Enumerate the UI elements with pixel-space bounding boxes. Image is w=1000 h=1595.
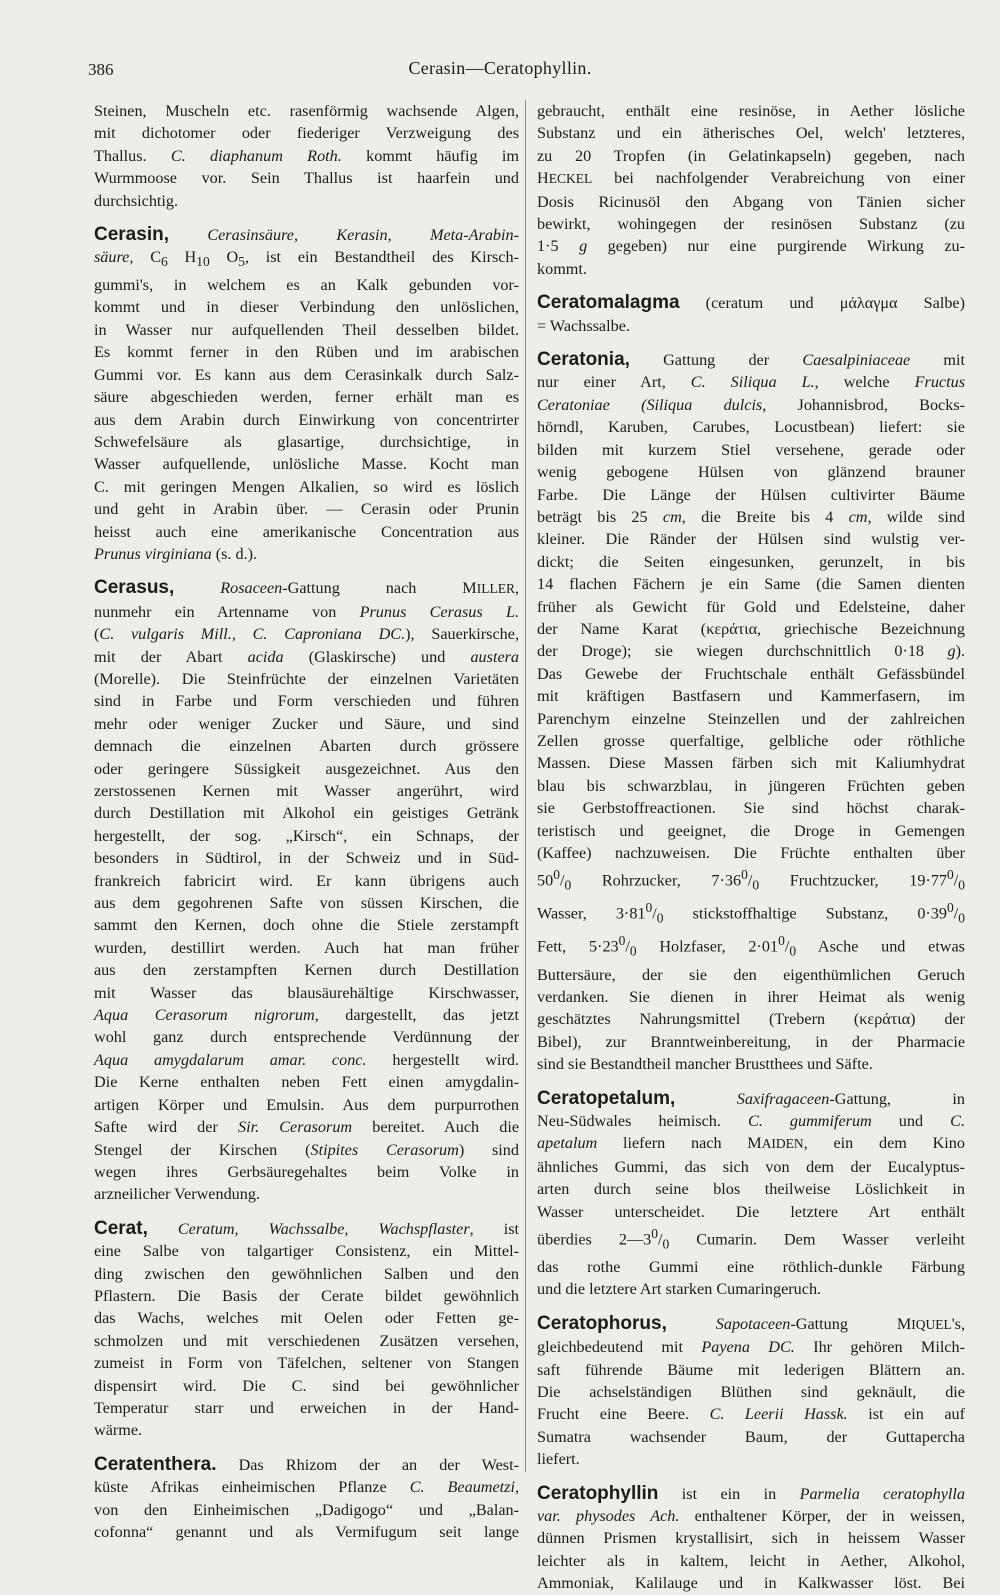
paragraph-gap	[94, 212, 519, 224]
paragraph-gap	[94, 1206, 519, 1218]
text-line: blau bis schwarzblau, in jüngeren Früchten geben	[537, 776, 965, 795]
text-line: Ceratoniae (Siliqua dulcis, Johannisbrod, Bocks-	[537, 395, 966, 414]
text-line: und die letztere Art starken Cumaringeruch.	[537, 1280, 822, 1299]
text-line: in Wasser nur aufquellenden Theil desselben bildet.	[94, 320, 519, 339]
text-line: C. mit geringen Mengen Alkalien, so wird es löslich	[94, 477, 519, 496]
text-line: Aqua amygdalarum amar. conc. hergestellt wird.	[94, 1050, 519, 1069]
text-line: cofonna“ genannt und als Vermifugum seit lange	[94, 1523, 519, 1542]
text-line: demnach die einzelnen Abarten durch grössere	[94, 737, 519, 756]
text-line: 14 flachen Fächern je ein Same (die Samen dienten	[537, 575, 965, 594]
text-line: Ceratophorus, Sapotaceen-Gattung MIQUEL's,	[537, 1312, 965, 1334]
text-line: Wasser aufquellende, unlösliche Masse. Kocht man	[94, 455, 519, 474]
text-line: wegen ihres Gerbsäuregehaltes beim Volke in	[94, 1162, 519, 1181]
text-line: Neu-Südwales heimisch. C. gummiferum und C.	[537, 1111, 965, 1130]
text-line: ding zwischen den gewöhnlichen Salben und den	[94, 1264, 519, 1283]
text-line: Cerasin, Cerasinsäure, Kerasin, Meta-Arabin-	[94, 224, 519, 246]
text-line: nur einer Art, C. Siliqua L., welche Fructus	[537, 373, 965, 392]
paragraph-gap	[94, 565, 519, 577]
text-line: wärme.	[94, 1421, 143, 1440]
text-line: durchsichtig.	[94, 191, 179, 210]
text-line: zumeist in Form von Täfelchen, seltener von Stangen	[94, 1354, 519, 1373]
text-line: Stengel der Kirschen (Stipites Cerasorum) sind	[94, 1140, 519, 1159]
text-line: liefert.	[537, 1450, 580, 1469]
text-line: gebraucht, enthält eine resinöse, in Aether lösliche	[537, 102, 965, 120]
text-line: säure abgeschieden werden, ferner erhält man es	[94, 388, 519, 407]
paragraph-gap	[537, 1301, 965, 1313]
text-line: Substanz und ein ätherisches Oel, welch' letzteres,	[537, 124, 965, 143]
text-line: gleichbedeutend mit Payena DC. Ihr gehören Milch-	[537, 1338, 965, 1357]
text-line: aus den zerstampften Kernen durch Destillation	[94, 961, 519, 980]
text-line: Wasser unterscheidet. Die letztere Art enthält	[537, 1202, 965, 1221]
text-line: Sumatra wachsender Baum, der Guttapercha	[537, 1427, 965, 1446]
text-line: aus dem gegohrenen Safte von süssen Kirschen, die	[94, 894, 519, 913]
text-line: Cerasus, Rosaceen-Gattung nach MILLER,	[94, 577, 519, 599]
text-line: Buttersäure, der sie den eigenthümlichen Geruch	[537, 965, 965, 984]
text-line: Ceratonia, Gattung der Caesalpiniaceae mit	[537, 349, 965, 371]
text-line: Schwefelsäure als glasartige, durchsichtige, in	[94, 432, 519, 451]
text-line: gummi's, in welchem es an Kalk gebunden vor-	[94, 276, 519, 295]
text-line: Bibel), zur Branntweinbereitung, in der Pharmacie	[537, 1032, 965, 1051]
text-line: Zellen grosse querfaltige, gelbliche oder röthliche	[537, 731, 965, 750]
text-line: küste Afrikas einheimischen Pflanze C. Beaumetzi,	[94, 1478, 520, 1497]
text-line: frankreich fabricirt wird. Er kann übrigens auch	[94, 871, 519, 890]
text-line: dispensirt wird. Die C. sind bei gewöhnlicher	[94, 1376, 519, 1395]
text-line: saft führende Bäume mit lederigen Blättern an.	[537, 1360, 965, 1379]
right-column	[537, 100, 965, 1595]
text-line: Pflastern. Die Basis der Cerate bildet gewöhnlich	[94, 1286, 519, 1305]
text-line: zerstossenen Kernen mit Wasser angerührt, wird	[94, 782, 519, 801]
text-line: wurden, destillirt werden. Auch hat man früher	[94, 938, 519, 957]
text-line: heisst auch eine amerikanische Concentration aus	[94, 522, 519, 541]
paragraph-gap	[537, 280, 965, 292]
text-line: mehr oder weniger Zucker und Säure, und sind	[94, 714, 519, 733]
text-line: bilden mit kurzem Stiel versehene, gerade oder	[537, 440, 965, 459]
text-line: arzneilicher Verwendung.	[94, 1185, 260, 1204]
text-line: Prunus virginiana (s. d.).	[94, 544, 258, 563]
text-line: überdies $2—3^0/_0$ Cumarin. Dem Wasser verleiht	[537, 1225, 965, 1252]
text-line: Ceratopetalum, Saxifragaceen-Gattung, in	[537, 1087, 965, 1109]
text-line: sind in Farbe und Form verschieden und führen	[94, 692, 519, 711]
text-line: (Morelle). Die Steinfrüchte der einzelnen Varietäten	[94, 669, 519, 688]
text-line: Aqua Cerasorum nigrorum, dargestellt, das jetzt	[94, 1006, 519, 1025]
text-line: Dosis Ricinusöl den Abgang von Tänien sicher	[537, 192, 965, 211]
text-line: mit Wasser das blausäurehältige Kirschwasser,	[94, 983, 519, 1002]
text-line: Ammoniak, Kalilauge und in Kalkwasser löst. Bei	[537, 1574, 965, 1593]
text-line: durch Destillation mit Alkohol ein geistiges Getränk	[94, 804, 519, 823]
text-line: mit dichotomer oder fiederiger Verzweigung des	[94, 124, 519, 143]
text-line: zu 20 Tropfen (in Gelatinkapseln) gegeben, nach	[537, 146, 965, 165]
text-line: HECKEL bei nachfolgender Verabreichung von einer	[537, 169, 965, 188]
text-line: Safte wird der Sir. Cerasorum bereitet. Auch die	[94, 1118, 519, 1137]
text-line: Parenchym einzelne Steinzellen und der zahlreichen	[537, 709, 965, 728]
text-line: apetalum liefern nach MAIDEN, ein dem Kino	[537, 1134, 965, 1153]
text-line: Massen. Diese Massen färben sich mit Kaliumhydrat	[537, 754, 965, 773]
text-line: von den Einheimischen „Dadigogo“ und „Balan-	[94, 1500, 519, 1519]
text-line: der Name Karat (κεράτια, griechische Bezeichnung	[537, 619, 965, 638]
text-line: säure, $C_6$ $H_{10}$ $O_5$, ist ein Bestandtheil des Kirsch-	[94, 248, 519, 270]
text-line: das Wachs, welches mit Oelen oder Fetten ge-	[94, 1309, 519, 1328]
text-line: = Wachssalbe.	[537, 316, 630, 335]
text-line: Ceratomalagma (ceratum und μάλαγμα Salbe)	[537, 292, 965, 314]
text-line: Die achselständigen Blüthen sind geknäult, die	[537, 1383, 965, 1402]
text-line: Ceratophyllin ist ein in Parmelia ceratophylla	[537, 1482, 965, 1504]
text-line: $50^0/_0$ Rohrzucker, $7\cdot 36^0/_0$ Fruchtzucker, $19\cdot 77^0/_0$	[537, 867, 966, 894]
text-line: wenig gebogene Hülsen von glänzend brauner	[537, 463, 965, 482]
text-line: sammt den Kernen, doch ohne die Stiele zerstampft	[94, 916, 519, 935]
text-line: hörndl, Karuben, Carubes, Locustbean) liefert: sie	[537, 418, 965, 437]
text-line: (Kaffee) nachzuweisen. Die Früchte enthalten über	[537, 844, 965, 862]
text-line: Das Gewebe der Fruchtschale enthält Gefässbündel	[537, 664, 965, 683]
text-line: nunmehr ein Artenname von Prunus Cerasus L.	[94, 602, 519, 621]
text-line: Thallus. C. diaphanum Roth. kommt häufig im	[94, 146, 520, 165]
text-line: dünnen Prismen krystallisirt, sich in heissem Wasser	[537, 1529, 965, 1548]
text-line: 1·5 g gegeben) nur eine purgirende Wirkung zu-	[537, 237, 966, 256]
text-line: mit der Abart acida (Glaskirsche) und austera	[94, 647, 520, 666]
text-line: sind sie Bestandtheil mancher Brustthees und Säfte.	[537, 1055, 873, 1074]
text-line: Temperatur starr und erweichen in der Hand-	[94, 1398, 519, 1417]
text-line: der Droge); sie wiegen durchschnittlich 0·18 g).	[537, 642, 965, 661]
text-line: Farbe. Die Länge der Hülsen cultivirter Bäume	[537, 485, 965, 504]
text-line: (C. vulgaris Mill., C. Caproniana DC.), Sauerkirsche,	[94, 625, 519, 644]
text-line: sie Gerbstoffreactionen. Sie sind höchst charak-	[537, 799, 965, 818]
text-line: Fett, $5\cdot 23^0/_0$ Holzfaser, $2\cdot 01^0/_0$ Asche und etwas	[537, 933, 965, 960]
text-line: var. physodes Ach. enthaltener Körper, der in weissen,	[537, 1507, 965, 1526]
text-line: mit kräftigen Bastfasern und Kammerfasern, im	[537, 687, 965, 706]
text-line: arten durch seine blos theilweise Löslichkeit in	[537, 1180, 965, 1199]
text-line: eine Salbe von talgartiger Consistenz, ein Mittel-	[94, 1242, 519, 1261]
text-line: Frucht eine Beere. C. Leerii Hassk. ist ein auf	[537, 1405, 965, 1424]
text-line: hergestellt, der sog. „Kirsch“, ein Schnaps, der	[94, 826, 519, 845]
text-line: das rothe Gummi eine röthlich-dunkle Färbung	[537, 1258, 965, 1276]
text-line: kommt.	[537, 259, 587, 278]
paragraph-gap	[537, 1471, 965, 1483]
text-line: Cerat, Ceratum, Wachssalbe, Wachspflaster, ist	[94, 1217, 519, 1239]
text-line: wohl ganz durch entsprechende Verdünnung der	[94, 1028, 519, 1047]
text-line: Die Kerne enthalten neben Fett einen amygdalin-	[94, 1073, 519, 1092]
text-line: geschätztes Nahrungsmittel (Trebern (κεράτια) der	[537, 1010, 965, 1029]
text-line: dickt; die Seiten eingesunken, gerunzelt, in bis	[537, 552, 965, 571]
text-line: ähnliches Gummi, das sich von dem der Eucalyptus-	[537, 1157, 965, 1176]
text-line: schmolzen und mit verschiedenen Zusätzen versehen,	[94, 1331, 519, 1350]
running-title: Cerasin—Ceratophyllin.	[408, 58, 592, 78]
text-line: Ceratenthera. Das Rhizom der an der West-	[94, 1453, 519, 1475]
text-line: verdanken. Sie dienen in ihrer Heimat als wenig	[537, 987, 965, 1006]
text-line: besonders in Südtirol, in der Schweiz und in Süd-	[94, 849, 519, 868]
text-line: Es kommt ferner in den Rüben und im arabischen	[94, 343, 519, 362]
paragraph-gap	[94, 1442, 519, 1454]
text-line: beträgt bis 25 cm, die Breite bis 4 cm, wilde sind	[537, 507, 966, 526]
text-line: kleiner. Die Ränder der Hülsen sind wulstig ver-	[537, 530, 965, 549]
text-line: Gummi vor. Es kann aus dem Cerasinkalk durch Salz-	[94, 365, 519, 384]
left-column	[94, 100, 519, 1543]
text-line: früher als Gewicht für Gold und Edelsteine, daher	[537, 597, 965, 616]
text-line: Steinen, Muscheln etc. rasenförmig wachsende Algen,	[94, 102, 519, 120]
text-line: kommt und in dieser Verbindung den unlöslichen,	[94, 298, 519, 317]
text-line: oder geringere Süssigkeit ausgezeichnet. Aus den	[94, 759, 519, 778]
text-line: Wasser, $3\cdot 81^0/_0$ stickstoffhaltige Substanz, $0\cdot 39^0/_0$	[537, 900, 965, 927]
paragraph-gap	[537, 1076, 965, 1088]
text-line: artigen Körper und Emulsin. Aus dem purpurrothen	[94, 1095, 519, 1114]
text-line: und geht in Arabin über. — Cerasin oder Prunin	[94, 500, 519, 519]
text-line: leichter als in kaltem, leicht in Aether, Alkohol,	[537, 1551, 965, 1570]
page-number: 386	[88, 60, 114, 79]
text-line: aus dem Arabin durch Einwirkung von concentrirter	[94, 410, 519, 429]
text-line: Wurmmoose vor. Sein Thallus ist haarfein und	[94, 169, 519, 188]
text-line: bewirkt, wohingegen der resinösen Substanz (zu	[537, 215, 965, 234]
text-line: teristisch und geeignet, die Droge in Gemengen	[537, 821, 965, 840]
column-divider	[525, 100, 526, 1472]
paragraph-gap	[537, 337, 965, 349]
